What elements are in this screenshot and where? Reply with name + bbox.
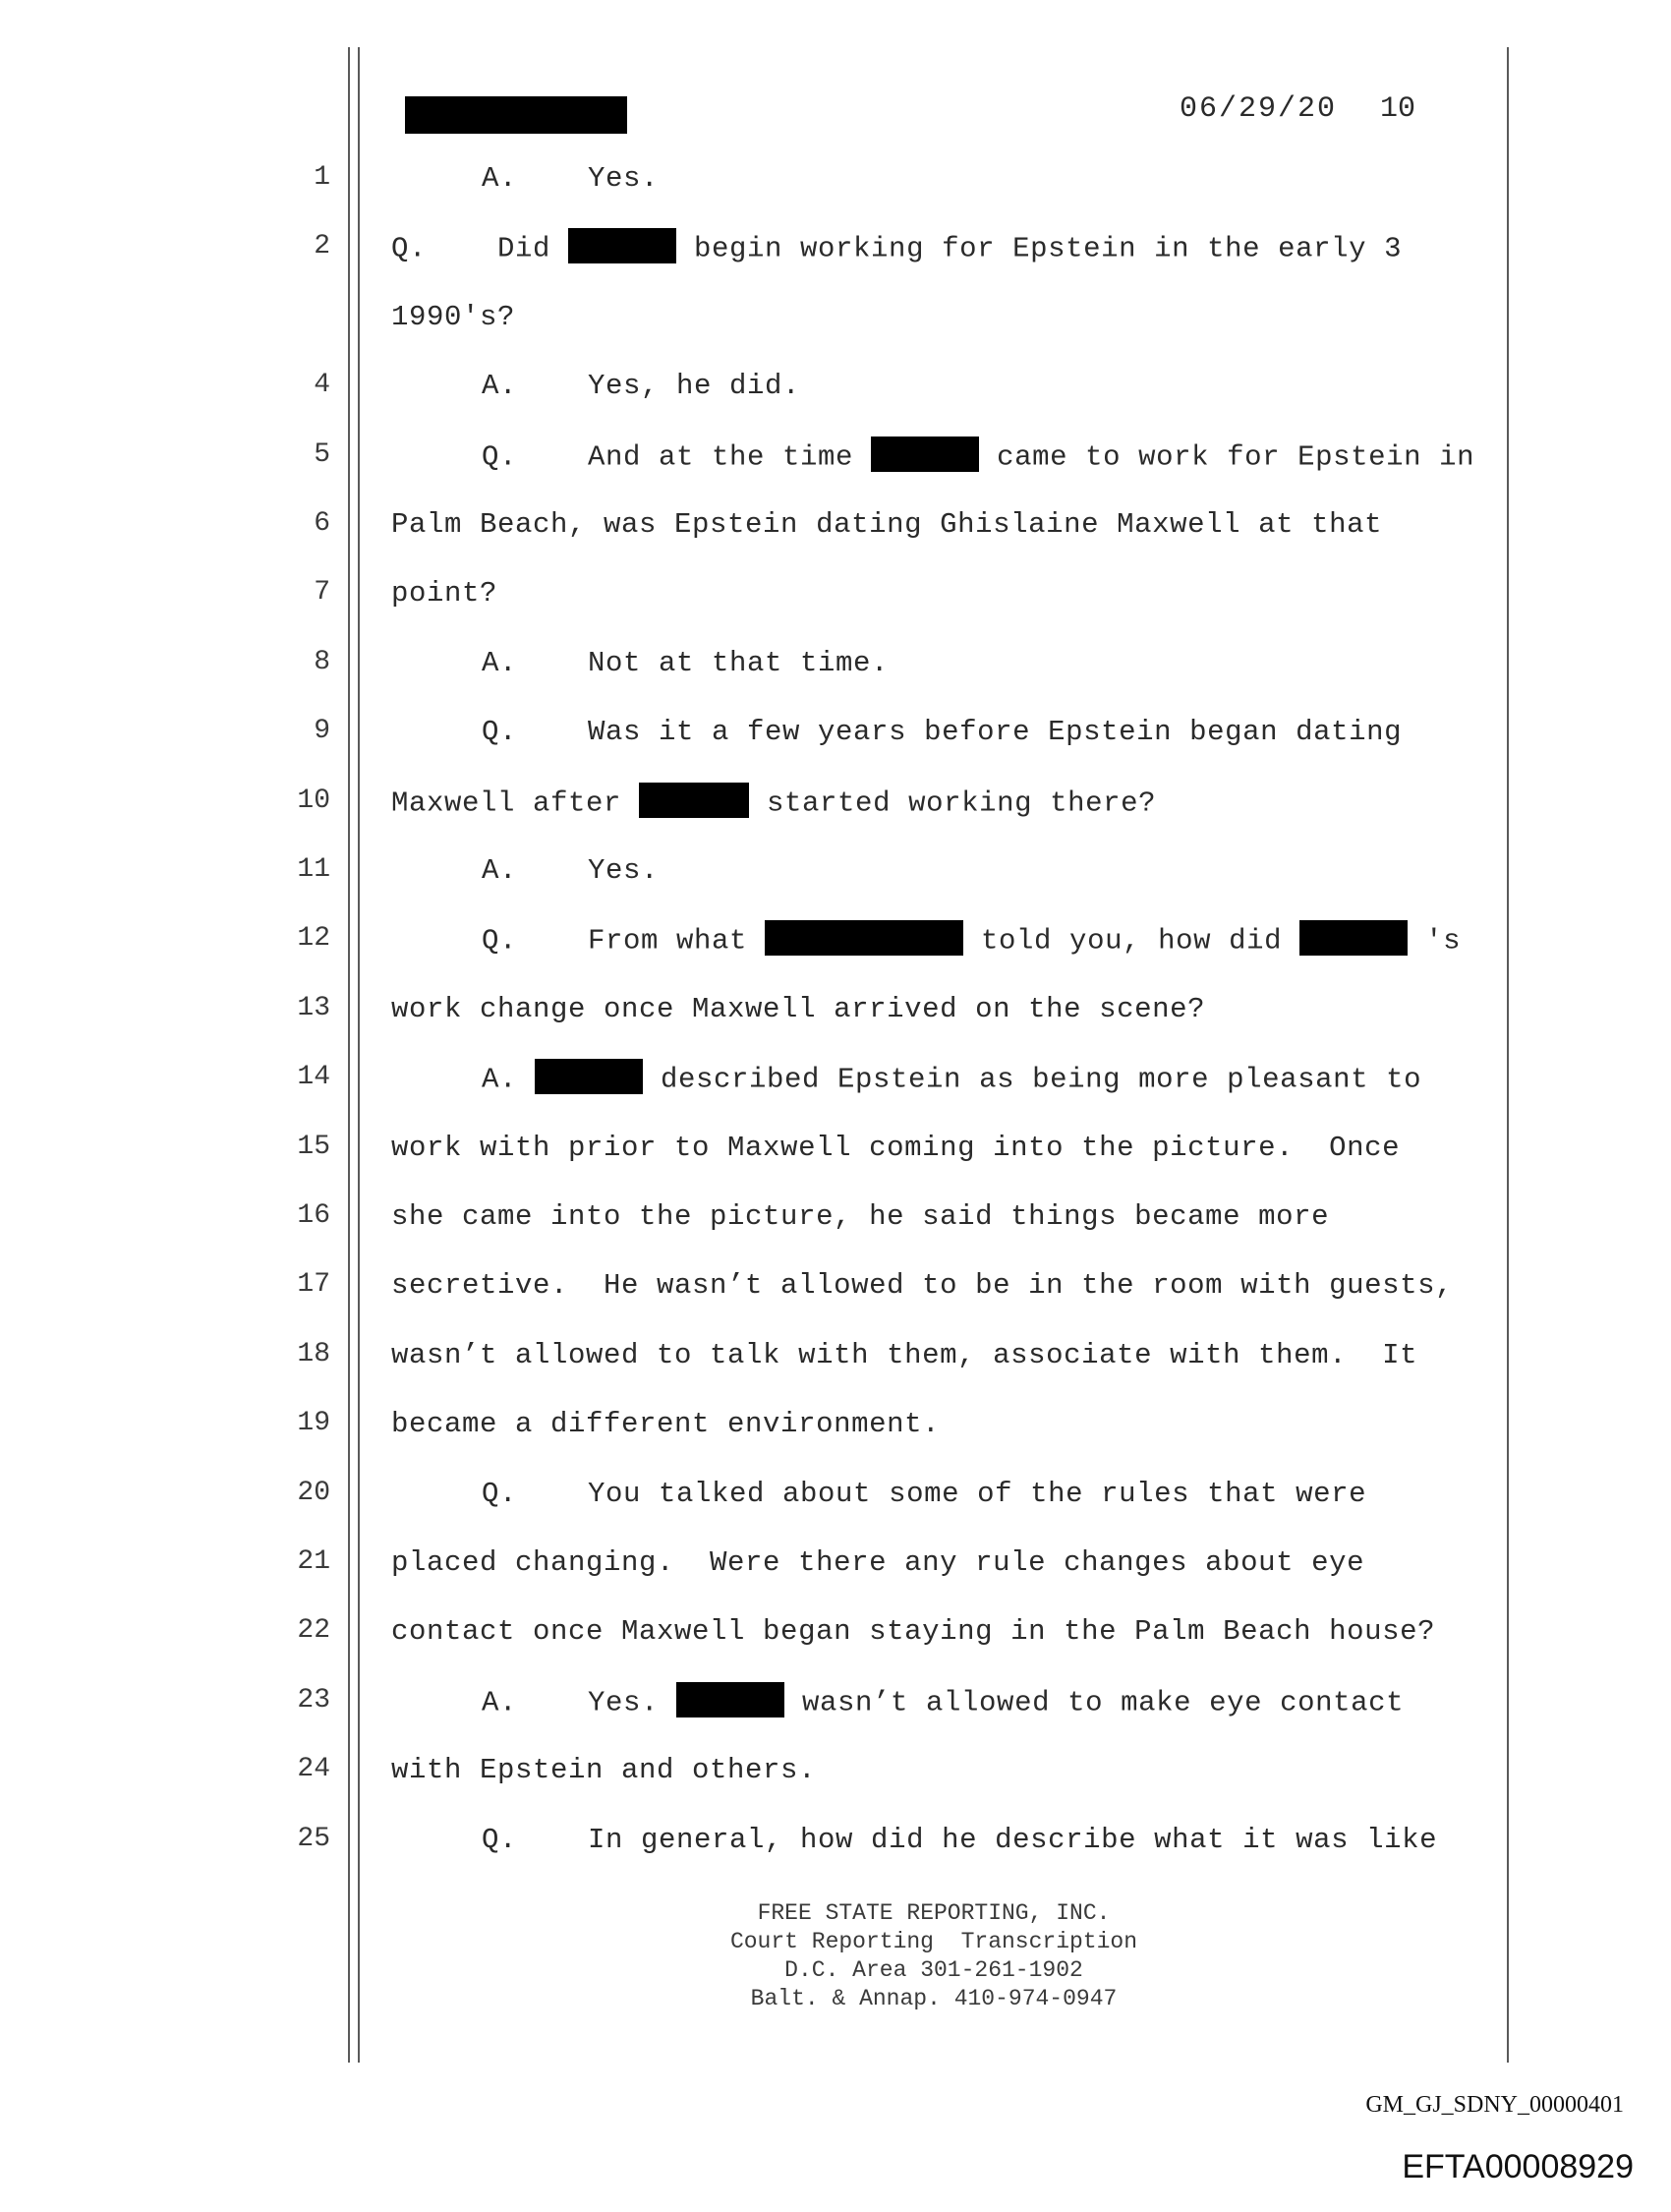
line-text bbox=[482, 647, 889, 679]
line-text bbox=[482, 923, 1461, 959]
line-segment: Q. You talked about some of the rules that were bbox=[482, 1477, 1367, 1510]
transcript-line bbox=[0, 716, 1671, 785]
line-segment: A. Not at that time. bbox=[482, 646, 890, 679]
line-text bbox=[391, 301, 515, 333]
line-text bbox=[482, 1685, 1404, 1720]
line-number: 8 bbox=[314, 646, 330, 677]
transcript-line bbox=[0, 231, 1671, 300]
line-segment: Maxwell after bbox=[391, 786, 622, 820]
line-number: 21 bbox=[297, 1546, 330, 1577]
reporter-name: FREE STATE REPORTING, INC. bbox=[757, 1900, 1111, 1926]
line-segment: A. Yes. bbox=[482, 1686, 660, 1719]
line-number: 7 bbox=[314, 577, 330, 609]
line-number: 14 bbox=[297, 1062, 330, 1093]
line-text bbox=[391, 1408, 940, 1440]
reporter-footer bbox=[531, 1899, 1337, 2013]
transcript-line bbox=[0, 1546, 1671, 1615]
line-segment: work with prior to Maxwell coming into the picture. Once bbox=[391, 1131, 1401, 1164]
efta-number: EFTA00008929 bbox=[1402, 2148, 1634, 2185]
line-text bbox=[391, 1615, 1435, 1648]
line-segment: described Epstein as being more pleasant to bbox=[661, 1063, 1422, 1096]
line-segment: A. bbox=[482, 1063, 518, 1096]
line-segment: Q. From what bbox=[482, 925, 748, 959]
line-text bbox=[391, 1200, 1329, 1233]
line-number: 18 bbox=[297, 1338, 330, 1369]
transcript-line bbox=[0, 370, 1671, 438]
line-text bbox=[391, 231, 1402, 266]
line-number: 25 bbox=[297, 1823, 330, 1854]
redaction-box bbox=[765, 920, 963, 956]
line-segment: wasn’t allowed to talk with them, associate with them. It bbox=[391, 1338, 1418, 1371]
line-segment: contact once Maxwell began staying in the Palm Beach house? bbox=[391, 1615, 1436, 1649]
line-segment: A. Yes. bbox=[482, 162, 660, 195]
transcript-line bbox=[0, 1339, 1671, 1408]
reporter-services: Court Reporting Transcription bbox=[729, 1929, 1138, 1954]
line-text bbox=[391, 1546, 1364, 1579]
line-number: 4 bbox=[314, 370, 330, 401]
line-number: 11 bbox=[297, 854, 330, 885]
redaction-box bbox=[676, 1682, 784, 1717]
transcript-date: 06/29/20 bbox=[1180, 92, 1338, 126]
line-segment: Q. Did bbox=[391, 233, 551, 266]
line-number: 2 bbox=[314, 231, 330, 262]
line-text bbox=[391, 786, 1156, 821]
line-text bbox=[391, 1754, 816, 1786]
line-segment: wasn’t allowed to make eye contact bbox=[802, 1686, 1405, 1719]
reporter-phone-dc: D.C. Area 301-261-1902 bbox=[784, 1957, 1083, 1983]
redaction-box bbox=[639, 783, 749, 818]
line-segment: secretive. He wasn’t allowed to be in the room with guests, bbox=[391, 1269, 1454, 1303]
line-segment: Palm Beach, was Epstein dating Ghislaine Maxwell at that bbox=[391, 508, 1383, 541]
line-text bbox=[482, 716, 1402, 748]
line-segment: placed changing. Were there any rule changes about eye bbox=[391, 1546, 1365, 1579]
line-segment: with Epstein and others. bbox=[391, 1754, 817, 1787]
line-segment: A. Yes. bbox=[482, 854, 660, 887]
line-number: 13 bbox=[297, 992, 330, 1023]
line-number: 17 bbox=[297, 1269, 330, 1301]
line-segment: 1990's? bbox=[391, 300, 516, 333]
redaction-box bbox=[535, 1059, 643, 1094]
transcript-line bbox=[0, 1754, 1671, 1823]
line-text bbox=[482, 162, 659, 195]
transcript-line bbox=[0, 854, 1671, 923]
line-number: 10 bbox=[297, 785, 330, 816]
line-text bbox=[391, 1339, 1417, 1371]
line-number: 6 bbox=[314, 508, 330, 539]
redaction-box bbox=[568, 228, 676, 263]
line-text bbox=[391, 1132, 1400, 1164]
line-number: 20 bbox=[297, 1477, 330, 1508]
transcript-line bbox=[0, 923, 1671, 992]
line-number: 22 bbox=[297, 1615, 330, 1647]
page-number: 10 bbox=[1380, 92, 1416, 126]
line-text bbox=[482, 854, 659, 887]
redaction-box bbox=[871, 437, 979, 472]
bates-number: GM_GJ_SDNY_00000401 bbox=[1365, 2092, 1624, 2118]
transcript-line bbox=[0, 577, 1671, 646]
transcript-line bbox=[0, 786, 1671, 854]
line-segment: A. Yes, he did. bbox=[482, 370, 801, 403]
line-segment: Q. In general, how did he describe what it was like bbox=[482, 1823, 1438, 1856]
redaction-box bbox=[1299, 920, 1408, 956]
line-text bbox=[391, 508, 1382, 541]
line-segment: point? bbox=[391, 577, 498, 611]
line-segment: came to work for Epstein in bbox=[997, 440, 1475, 474]
transcript-line bbox=[0, 1478, 1671, 1546]
line-segment: begin working for Epstein in the early 3 bbox=[694, 233, 1403, 266]
transcript-line bbox=[0, 1132, 1671, 1200]
line-number: 15 bbox=[297, 1131, 330, 1162]
transcript-line bbox=[0, 508, 1671, 577]
line-number: 1 bbox=[314, 162, 330, 193]
transcript-line bbox=[0, 439, 1671, 508]
line-segment: she came into the picture, he said things became more bbox=[391, 1200, 1330, 1233]
reporter-phone-balt: Balt. & Annap. 410-974-0947 bbox=[750, 1986, 1118, 2011]
line-text bbox=[391, 1269, 1453, 1302]
line-number: 16 bbox=[297, 1200, 330, 1231]
line-segment: started working there? bbox=[767, 786, 1157, 820]
line-number: 12 bbox=[297, 923, 330, 955]
line-segment: became a different environment. bbox=[391, 1408, 941, 1441]
line-text bbox=[482, 1478, 1366, 1510]
line-text bbox=[482, 439, 1474, 475]
transcript-line bbox=[0, 162, 1671, 231]
transcript-line bbox=[0, 1269, 1671, 1338]
line-segment: Q. And at the time bbox=[482, 440, 854, 474]
transcript-line bbox=[0, 1615, 1671, 1684]
line-segment: work change once Maxwell arrived on the scene? bbox=[391, 992, 1206, 1025]
line-text bbox=[482, 1062, 1421, 1097]
line-text bbox=[482, 370, 800, 402]
line-number: 19 bbox=[297, 1408, 330, 1439]
line-text bbox=[391, 993, 1205, 1025]
transcript-line bbox=[0, 647, 1671, 716]
line-segment: Q. Was it a few years before Epstein began dating bbox=[482, 716, 1403, 749]
line-number: 23 bbox=[297, 1684, 330, 1716]
page-header bbox=[405, 90, 1427, 134]
transcript-line bbox=[0, 1200, 1671, 1269]
line-text bbox=[391, 577, 497, 610]
transcript-line bbox=[0, 1824, 1671, 1892]
transcript-line bbox=[0, 301, 1671, 370]
transcript-line bbox=[0, 1062, 1671, 1131]
line-segment: told you, how did bbox=[981, 925, 1283, 959]
transcript-line bbox=[0, 1408, 1671, 1477]
transcript-line bbox=[0, 993, 1671, 1062]
line-number: 9 bbox=[314, 716, 330, 747]
line-text bbox=[482, 1824, 1437, 1856]
redaction-box bbox=[405, 96, 627, 134]
line-segment: 's bbox=[1425, 925, 1462, 959]
line-number: 24 bbox=[297, 1754, 330, 1785]
line-number: 5 bbox=[314, 438, 330, 470]
transcript-line bbox=[0, 1685, 1671, 1754]
